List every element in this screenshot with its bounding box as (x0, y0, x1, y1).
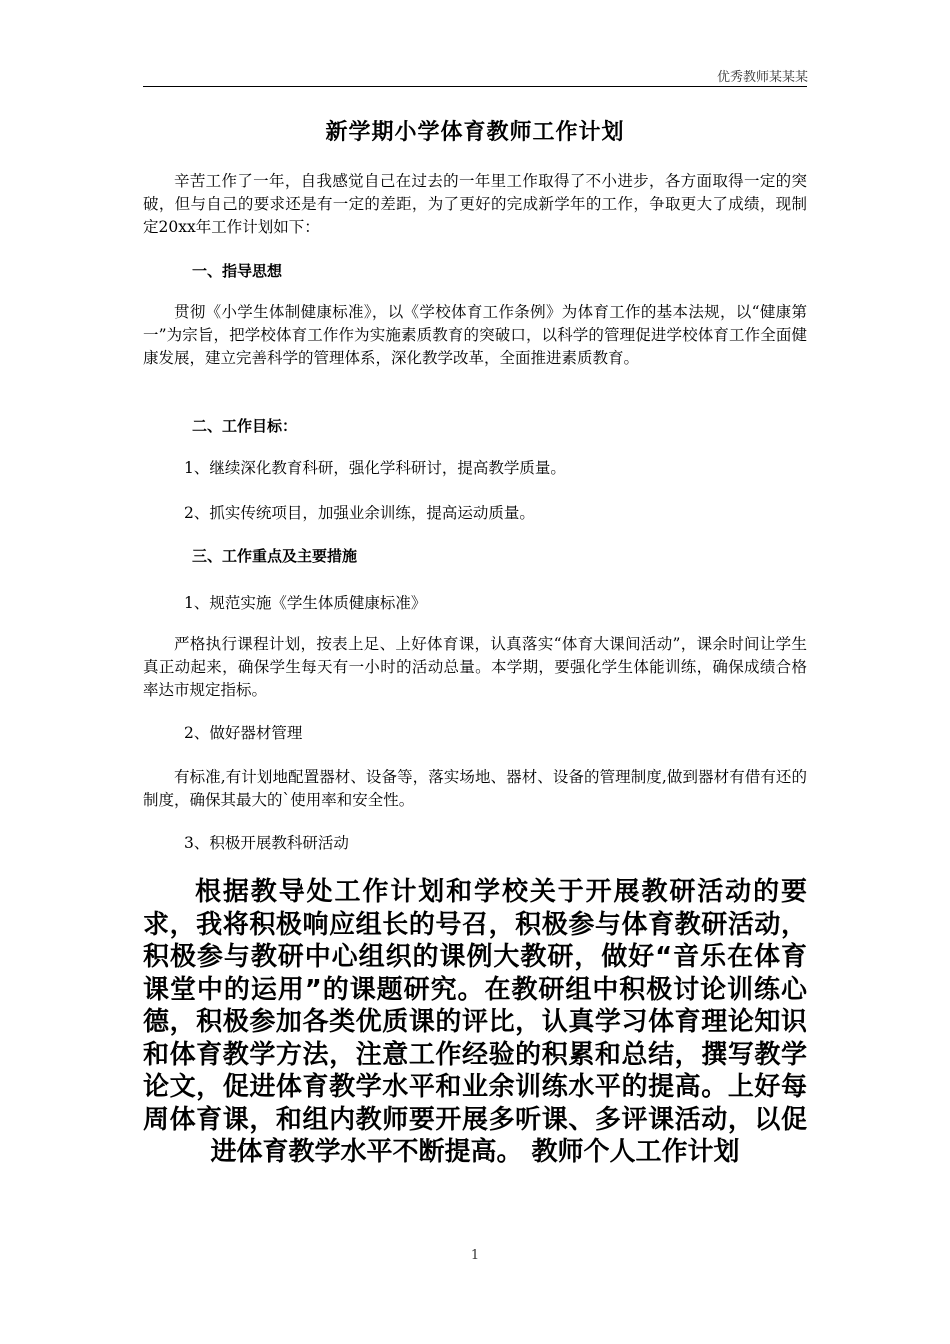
page-number: 1 (470, 1248, 480, 1263)
measure-2-paragraph: 有标准,有计划地配置器材、设备等，落实场地、器材、设备的管理制度,做到器材有借有还的制度，确保其最大的`使用率和安全性。 (143, 768, 807, 809)
intro-paragraph: 辛苦工作了一年，自我感觉自己在过去的一年里工作取得了不小进步，各方面取得一定的突破，但与自己的要求还是有一定的差距，为了更好的完成新学年的工作，争取更大了成绩，现制定20xx年工作计划如下： (143, 172, 807, 236)
section-heading-guiding-ideology: 一、指导思想 (192, 262, 283, 280)
measure-3-title: 3、积极开展教科研活动 (184, 834, 349, 852)
measure-1-paragraph: 严格执行课程计划，按表上足、上好体育课，认真落实“体育大课间活动”，课余时间让学生真正动起来，确保学生每天有一小时的活动总量。本学期，要强化学生体能训练，确保成绩合格率达市规定指标。 (143, 635, 807, 699)
measure-3-paragraph: 根据教导处工作计划和学校关于开展教研活动的要求，我将积极响应组长的号召，积极参与体育教研活动，积极参与教研中心组织的课例大教研，做好“音乐在体育课堂中的运用”的课题研究。在教研组中积极讨论训练心德，积极参加各类优质课的评比，认真学习体育理论知识和体育教学方法，注意工作经验的积累和总结，撰写教学论文，促进体育教学水平和业余训练水平的提高。上好每周体育课，和组内教师要开展多听课、多评课活动，以促进体育教学水平不断提高。 教师个人工作计划 (143, 877, 807, 1167)
section-heading-key-measures: 三、工作重点及主要措施 (192, 547, 358, 565)
guiding-ideology-paragraph: 贯彻《小学生体制健康标准》，以《学校体育工作条例》为体育工作的基本法规，以“健康第一”为宗旨，把学校体育工作作为实施素质教育的突破口，以科学的管理促进学校体育工作全面健康发展，建立完善科学的管理体系，深化教学改革，全面推进素质教育。 (143, 303, 807, 367)
goal-item-1: 1、继续深化教育科研，强化学科研讨，提高教学质量。 (184, 459, 566, 477)
measure-1-title: 1、规范实施《学生体质健康标准》 (184, 594, 427, 612)
document-title: 新学期小学体育教师工作计划 (325, 120, 625, 145)
measure-2-title: 2、做好器材管理 (184, 724, 303, 742)
goal-item-2: 2、抓实传统项目，加强业余训练，提高运动质量。 (184, 504, 535, 522)
section-heading-work-goals: 二、工作目标： (192, 417, 298, 435)
page-header-author: 优秀教师某某某 (716, 70, 808, 85)
header-divider (143, 86, 807, 87)
